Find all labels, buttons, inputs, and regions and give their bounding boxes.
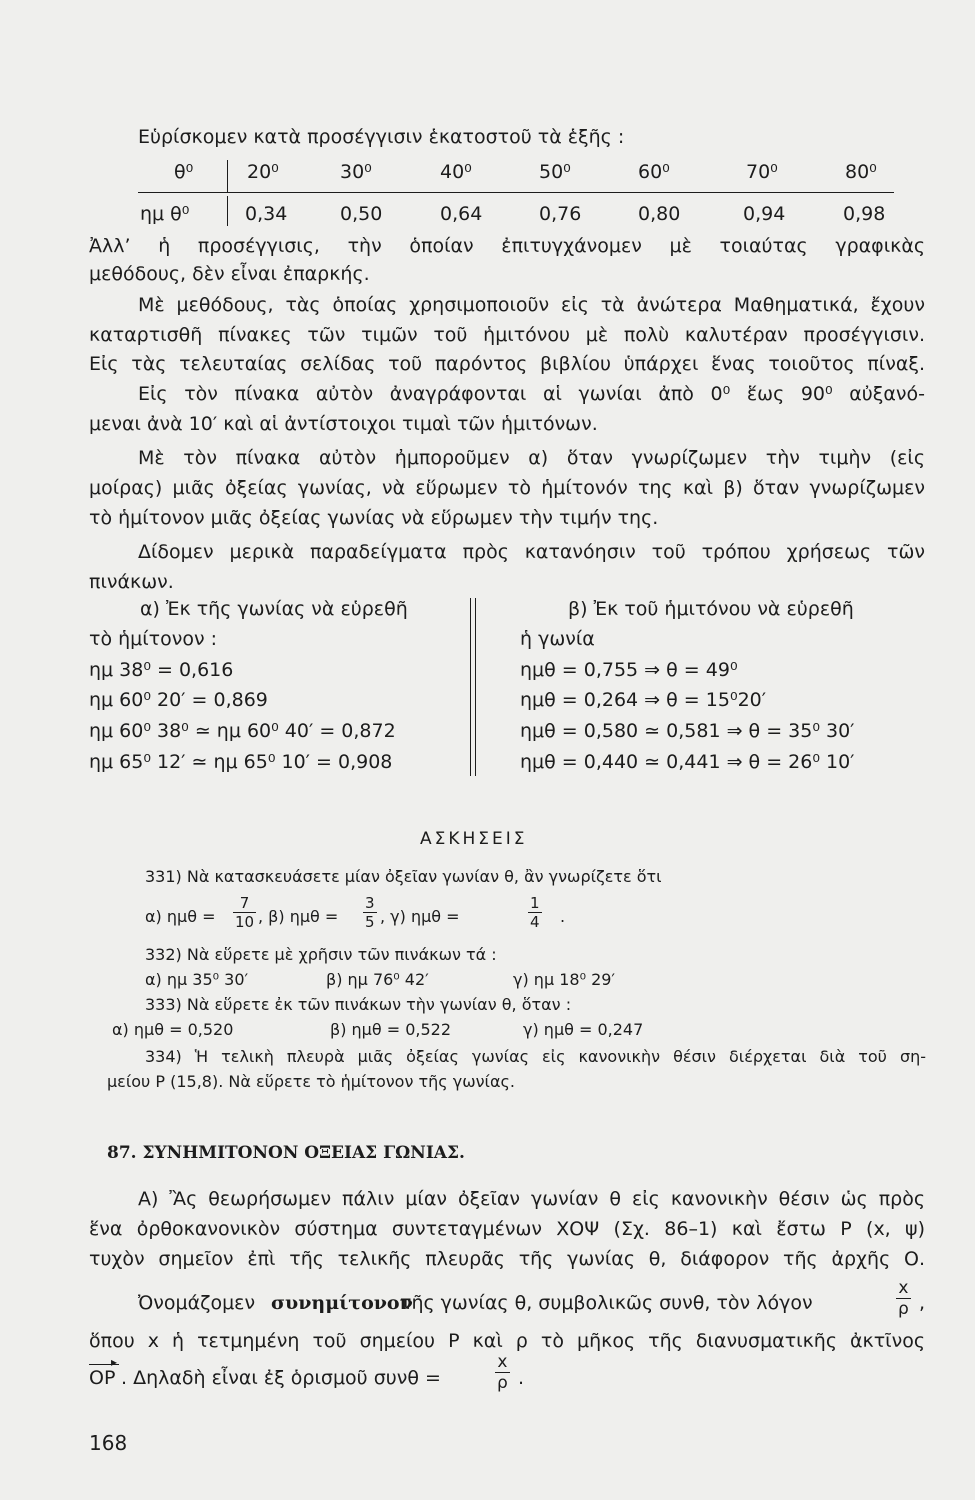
fraction-denominator: ρ bbox=[497, 1373, 508, 1393]
page-number: 168 bbox=[89, 1431, 128, 1455]
exercise-333-a: α) ημθ = 0,520 bbox=[112, 1020, 234, 1039]
definition-pre: Ὀνομάζομεν bbox=[138, 1292, 256, 1314]
example-left-row: ημ 65⁰ 12′ ≃ ημ 65⁰ 10′ = 0,908 bbox=[89, 751, 393, 773]
example-left-row: ημ 38⁰ = 0,616 bbox=[89, 659, 234, 681]
exercise-331-a-label: α) ημθ = bbox=[145, 907, 216, 926]
table-angle-cell: 80⁰ bbox=[845, 161, 877, 183]
section-title: 87. ΣΥΝΗΜΙΤΟΝΟΝ ΟΞΕΙΑΣ ΓΩΝΙΑΣ. bbox=[107, 1143, 465, 1163]
table-sine-cell: 0,80 bbox=[638, 203, 681, 225]
table-angle-cell: 20⁰ bbox=[247, 161, 279, 183]
table-sine-cell: 0,34 bbox=[245, 203, 288, 225]
example-right-row: ημθ = 0,440 ≃ 0,441 ⇒ θ = 26⁰ 10′ bbox=[520, 751, 855, 773]
paragraph-line: τὸ ἡμίτονον μιᾶς ὀξείας γωνίας νὰ εὕρωμεν τὴν τιμήν της. bbox=[89, 507, 659, 529]
examples-divider bbox=[470, 598, 471, 776]
fraction-numerator: 1 bbox=[530, 894, 540, 912]
table-row-label: ημ θ⁰ bbox=[140, 203, 190, 225]
examples-left-title: τὸ ἡμίτονον : bbox=[89, 628, 218, 650]
table-angle-cell: 40⁰ bbox=[440, 161, 472, 183]
examples-divider bbox=[475, 598, 476, 776]
paragraph-line: Ἀλλ’ ἡ προσέγγισις, τὴν ὁποίαν ἐπιτυγχάνομεν μὲ τοιαύτας γραφικὰς bbox=[89, 235, 925, 257]
vector-arrow-head: ▸ bbox=[111, 1355, 118, 1369]
exercise-334-text: μείου P (15,8). Νὰ εὕρετε τὸ ἡμίτονον τῆς γωνίας. bbox=[107, 1072, 515, 1091]
fraction-numerator: 3 bbox=[365, 894, 375, 912]
example-right-row: ημθ = 0,755 ⇒ θ = 49⁰ bbox=[520, 659, 738, 681]
example-left-row: ημ 60⁰ 20′ = 0,869 bbox=[89, 689, 268, 711]
paragraph-line: πινάκων. bbox=[89, 571, 174, 593]
definition-post: τῆς γωνίας θ, συμβολικῶς συνθ, τὸν λόγον bbox=[400, 1292, 813, 1314]
exercise-331-c-label: , γ) ημθ = bbox=[380, 907, 460, 926]
fraction bbox=[528, 894, 542, 931]
exercise-331-end: . bbox=[560, 907, 566, 926]
table-sine-cell: 0,64 bbox=[440, 203, 483, 225]
exercise-332-a: α) ημ 35⁰ 30′ bbox=[145, 970, 249, 989]
fraction-numerator: x bbox=[896, 1278, 911, 1299]
exercises-title: ΑΣΚΗΣΕΙΣ bbox=[420, 829, 528, 849]
example-right-row: ημθ = 0,580 ≃ 0,581 ⇒ θ = 35⁰ 30′ bbox=[520, 720, 855, 742]
exercise-333-c: γ) ημθ = 0,247 bbox=[523, 1020, 644, 1039]
table-angle-cell: 30⁰ bbox=[340, 161, 372, 183]
table-vertical-rule-bottom bbox=[227, 196, 228, 226]
vector-op: OP bbox=[89, 1367, 116, 1389]
table-angle-cell: 60⁰ bbox=[638, 161, 670, 183]
table-sine-cell: 0,76 bbox=[539, 203, 582, 225]
table-sine-cell: 0,50 bbox=[340, 203, 383, 225]
exercise-332-c: γ) ημ 18⁰ 29′ bbox=[513, 970, 616, 989]
paragraph-line: καταρτισθῆ πίνακες τῶν τιμῶν τοῦ ἡμιτόνου μὲ πολὺ καλυτέραν προσέγγισιν. bbox=[89, 324, 925, 346]
exercise-334-text: 334) Ἡ τελικὴ πλευρὰ μιᾶς ὀξείας γωνίας εἰς κανονικὴν θέσιν διέρχεται διὰ τοῦ ση- bbox=[145, 1047, 926, 1066]
table-sine-cell: 0,94 bbox=[743, 203, 786, 225]
paragraph-line: μεθόδους, δὲν εἶναι ἐπαρκής. bbox=[89, 263, 370, 285]
section-paragraph-line: τυχὸν σημεῖον ἐπὶ τῆς τελικῆς πλευρᾶς τῆς γωνίας θ, διάφορον τῆς ἀρχῆς Ο. bbox=[89, 1248, 925, 1270]
exercise-333-b: β) ημθ = 0,522 bbox=[330, 1020, 452, 1039]
fraction-denominator: 4 bbox=[530, 913, 540, 931]
table-header-label: θ⁰ bbox=[174, 161, 194, 183]
exercise-331-b-label: , β) ημθ = bbox=[258, 907, 339, 926]
exercise-332-text: 332) Νὰ εὕρετε μὲ χρῆσιν τῶν πινάκων τά : bbox=[145, 945, 497, 964]
exercise-331-text: 331) Νὰ κατασκευάσετε μίαν ὀξεῖαν γωνίαν θ, ἂν γνωρίζετε ὅτι bbox=[145, 867, 662, 886]
paragraph-line: μεναι ἀνὰ 10′ καὶ αἱ ἀντίστοιχοι τιμαὶ τῶν ἡμιτόνων. bbox=[89, 413, 598, 435]
definition-term: συνημίτονον bbox=[271, 1292, 413, 1314]
fraction-denominator: 5 bbox=[365, 913, 375, 931]
definition-comma: , bbox=[919, 1292, 926, 1314]
fraction bbox=[896, 1278, 911, 1319]
intro-line: Εὑρίσκομεν κατὰ προσέγγισιν ἑκατοστοῦ τὰ ἑξῆς : bbox=[138, 126, 625, 148]
definition-formula: . Δηλαδὴ εἶναι ἐξ ὁρισμοῦ συνθ = bbox=[121, 1367, 441, 1389]
exercise-332-b: β) ημ 76⁰ 42′ bbox=[326, 970, 429, 989]
table-angle-cell: 50⁰ bbox=[539, 161, 571, 183]
examples-left-title: α) Ἐκ τῆς γωνίας νὰ εὑρεθῆ bbox=[140, 598, 408, 620]
fraction bbox=[363, 894, 377, 931]
section-paragraph-line: ὅπου x ἡ τετμημένη τοῦ σημείου P καὶ ρ τὸ μῆκος τῆς διανυσματικῆς ἀκτῖνος bbox=[89, 1330, 925, 1352]
paragraph-line: μοίρας) μιᾶς ὀξείας γωνίας, νὰ εὕρωμεν τὸ ἡμίτονόν της καὶ β) ὅταν γνωρίζωμεν bbox=[89, 477, 925, 499]
example-left-row: ημ 60⁰ 38⁰ ≃ ημ 60⁰ 40′ = 0,872 bbox=[89, 720, 396, 742]
table-angle-cell: 70⁰ bbox=[746, 161, 778, 183]
fraction bbox=[495, 1352, 510, 1393]
example-right-row: ημθ = 0,264 ⇒ θ = 15⁰20′ bbox=[520, 689, 767, 711]
section-paragraph-line: Α) Ἂς θεωρήσωμεν πάλιν μίαν ὀξεῖαν γωνίαν θ εἰς κανονικὴν θέσιν ὡς πρὸς bbox=[138, 1188, 925, 1210]
table-sine-cell: 0,98 bbox=[843, 203, 886, 225]
definition-end: . bbox=[518, 1367, 525, 1389]
fraction-numerator: 7 bbox=[233, 894, 256, 913]
fraction-numerator: x bbox=[495, 1352, 510, 1373]
paragraph-line: Μὲ τὸν πίνακα αὐτὸν ἠμποροῦμεν α) ὅταν γνωρίζωμεν τὴν τιμὴν (εἰς bbox=[138, 447, 925, 469]
fraction bbox=[233, 894, 256, 931]
examples-right-title: β) Ἐκ τοῦ ἡμιτόνου νὰ εὑρεθῆ bbox=[568, 598, 854, 620]
section-paragraph-line: ἕνα ὀρθοκανονικὸν σύστημα συντεταγμένων ΧΟΨ (Σχ. 86–1) καὶ ἔστω P (x, ψ) bbox=[89, 1218, 925, 1240]
paragraph-line: Δίδομεν μερικὰ παραδείγματα πρὸς κατανόησιν τοῦ τρόπου χρήσεως τῶν bbox=[138, 541, 925, 563]
table-vertical-rule-top bbox=[227, 160, 228, 193]
paragraph-line: Μὲ μεθόδους, τὰς ὁποίας χρησιμοποιοῦν εἰς τὰ ἀνώτερα Μαθηματικά, ἔχουν bbox=[138, 294, 925, 316]
fraction-denominator: 10 bbox=[235, 913, 255, 931]
examples-right-title: ἡ γωνία bbox=[520, 628, 595, 650]
exercise-333-text: 333) Νὰ εὕρετε ἐκ τῶν πινάκων τὴν γωνίαν θ, ὅταν : bbox=[145, 995, 572, 1014]
paragraph-line: Εἰς τὰς τελευταίας σελίδας τοῦ παρόντος βιβλίου ὑπάρχει ἕνας τοιοῦτος πίναξ. bbox=[89, 353, 925, 375]
fraction-denominator: ρ bbox=[898, 1299, 909, 1319]
paragraph-line: Εἰς τὸν πίνακα αὐτὸν ἀναγράφονται αἱ γωνίαι ἀπὸ 0⁰ ἕως 90⁰ αὐξανό- bbox=[138, 383, 925, 405]
table-horizontal-rule bbox=[138, 192, 894, 193]
